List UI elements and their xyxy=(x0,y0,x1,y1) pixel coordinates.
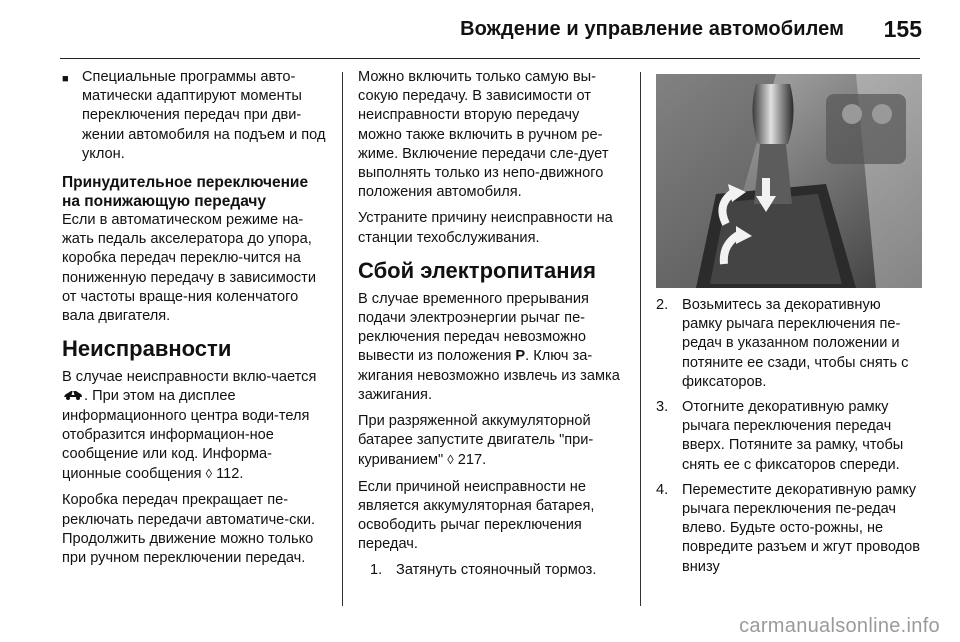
step-number: 2. xyxy=(656,297,669,313)
battery-ref: 217. xyxy=(457,452,487,469)
step-item xyxy=(358,561,626,580)
fault-heading: Неисправности xyxy=(62,336,232,362)
fault-text-2: Коробка передач прекращает пе-реключать передачи автоматиче-ски. Продолжить движение можно только при ручном переключении передач. xyxy=(62,492,316,567)
para-1: Можно включить только самую вы-сокую передачу. В зависимости от неисправности вторую передачу можно также включить в ручном ре-жиме. Включение передачи сле-дует выполнять только из непо-движного положения автомобиля. xyxy=(358,69,609,201)
bullet-square-icon: ■ xyxy=(62,73,69,85)
fault-text-part-a: В случае неисправности вклю-чается xyxy=(62,369,317,386)
step-item xyxy=(656,296,924,392)
column-left xyxy=(62,68,328,575)
battery-text xyxy=(358,412,626,471)
position-p: P xyxy=(515,348,526,365)
kickdown-heading: Принудительное переключение на понижающую передачу xyxy=(62,174,309,211)
bullet-item xyxy=(62,68,328,164)
para-2: Устраните причину неисправности на станции техобслуживания. xyxy=(358,210,613,246)
power-text-part-a: В случае временного прерывания подачи электроэнергии рычаг пе-реключения передач невозможно вывести из положения xyxy=(358,290,589,365)
step-text: Затянуть стояночный тормоз. xyxy=(396,562,597,579)
column-divider-1 xyxy=(342,72,343,606)
bullet-text: Специальные программы авто-матически адаптируют моменты переключения передач при дви-жении автомобиля на подъем и под уклон. xyxy=(82,69,326,162)
fault-text-part-b: . При этом на дисплее информационного центра води-теля отобразится информацион-ное сообщение или код. Информа-ционные сообщения xyxy=(62,388,310,483)
cause-text: Если причиной неисправности не является аккумуляторная батарея, освободить рычаг переключения передач. xyxy=(358,478,595,553)
power-text xyxy=(358,290,626,405)
step-item xyxy=(656,398,924,475)
step-number: 1. xyxy=(370,562,383,579)
column-middle xyxy=(358,68,626,587)
kickdown-text: Если в автоматическом режиме на-жать педаль акселератора до упора, коробка передач переклю-чится на пониженную передачу в зависимости от частоты враще-ния коленчатого вала двигателя. xyxy=(62,212,316,325)
reference-arrow-icon: ◊ xyxy=(205,466,213,482)
car-warning-icon xyxy=(62,388,84,404)
reference-arrow-icon: ◊ xyxy=(447,452,454,468)
header-rule xyxy=(60,58,920,59)
step-item xyxy=(656,481,924,577)
step-text: Возьмитесь за декоративную рамку рычага переключения пе-редач в указанном положении и потяните ее сзади, чтобы снять с фиксаторов. xyxy=(682,297,909,390)
fault-text xyxy=(62,368,328,484)
step-text: Переместите декоративную рамку рычага переключения пе-редач влево. Будьте осто-рожны, не повредите разъем и жгут проводов внизу xyxy=(682,481,921,575)
power-text-part-b: . Ключ за-жигания невозможно извлечь из замка зажигания. xyxy=(358,348,620,403)
step-number: 4. xyxy=(656,481,669,498)
gear-lever-photo xyxy=(656,74,922,288)
header-title: Вождение и управление автомобилем xyxy=(460,18,844,40)
step-text: Отогните декоративную рамку рычага переключения передач вверх. Потяните за рамку, чтобы снять ее с фиксаторов спереди. xyxy=(682,399,904,473)
page-number: 155 xyxy=(883,16,922,42)
watermark: carmanualsonline.info xyxy=(739,615,940,637)
battery-text-main: При разряженной аккумуляторной батарее запустите двигатель "при-куриванием" xyxy=(358,413,594,469)
column-right xyxy=(656,296,924,583)
column-divider-2 xyxy=(640,72,641,606)
fault-ref: 112. xyxy=(216,466,244,483)
page-header xyxy=(0,0,960,60)
step-number: 3. xyxy=(656,399,669,416)
power-heading: Сбой электропитания xyxy=(358,257,596,283)
